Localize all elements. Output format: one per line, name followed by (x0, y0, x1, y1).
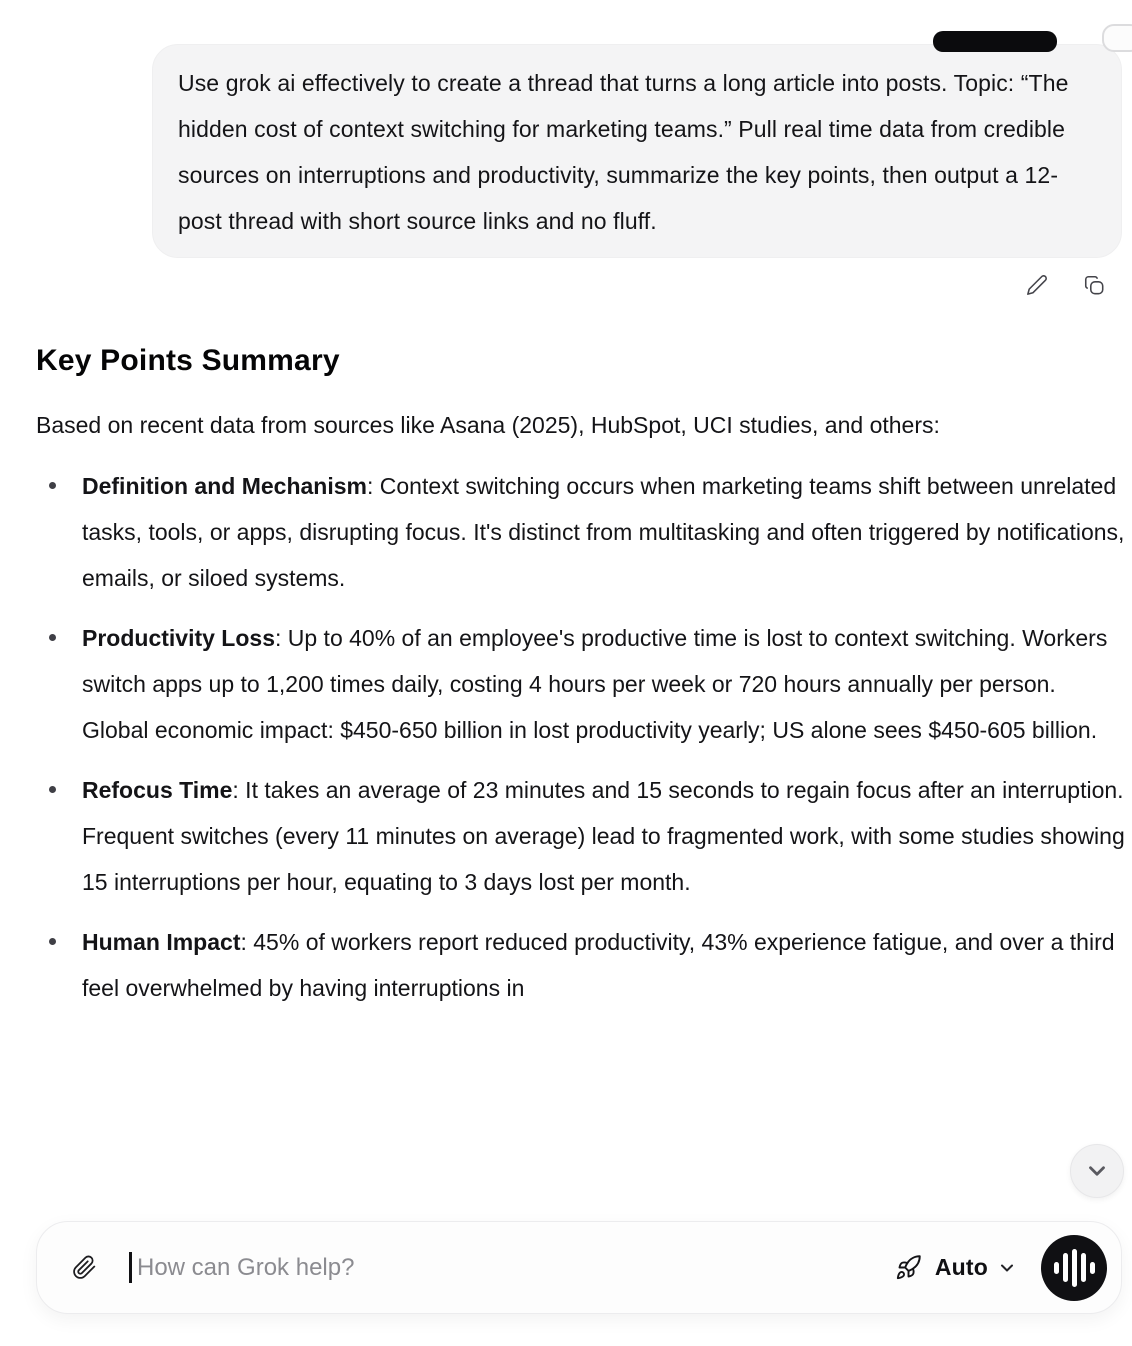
list-item (36, 767, 1126, 905)
bullet-text: : Up to 40% of an employee's productive time is lost to context switching. Workers switch apps up to 1,200 times daily, costing 4 hours per week or 720 hours annually per person. Global economic impact: $450-650 billion in lost productivity yearly; US alone sees $450-605 billion. (82, 625, 1108, 743)
list-item (36, 615, 1126, 753)
bullet-text: : Context switching occurs when marketing teams shift between unrelated tasks, tools, or apps, disrupting focus. It's distinct from multitasking and often triggered by notifications, emails, or siloed systems. (82, 473, 1125, 591)
chevron-down-icon (1084, 1158, 1110, 1184)
copy-message-button[interactable] (1082, 273, 1106, 297)
list-item (36, 919, 1126, 1011)
waveform-icon (1054, 1262, 1059, 1274)
bullet-label: Definition and Mechanism (82, 473, 367, 499)
top-cutoff-black-pill (933, 31, 1057, 52)
bullet-text: : 45% of workers report reduced productivity, 43% experience fatigue, and over a third feel overwhelmed by having interruptions in (82, 929, 1115, 1001)
bullet-text: : It takes an average of 23 minutes and 15 seconds to regain focus after an interruption. Frequent switches (every 11 minutes on average) lead to fragmented work, with some studies showing 15 interruptions per hour, equating to 3 days lost per month. (82, 777, 1125, 895)
pencil-icon (1026, 274, 1048, 296)
paperclip-icon (72, 1255, 97, 1280)
rocket-icon (895, 1254, 922, 1281)
attach-file-button[interactable] (69, 1253, 99, 1283)
mode-label: Auto (934, 1254, 988, 1280)
summary-intro: Based on recent data from sources like Asana (2025), HubSpot, UCI studies, and others: (36, 412, 940, 438)
bullet-label: Productivity Loss (82, 625, 275, 651)
bullet-label: Refocus Time (82, 777, 233, 803)
user-message-text: Use grok ai effectively to create a thread that turns a long article into posts. Topic: “The hidden cost of context switching for marketing teams.” Pull real time data from credible sources on interruptions and productivity, summarize the key points, then output a 12-post thread with short source links and no fluff. (178, 70, 1069, 234)
chevron-down-icon (997, 1258, 1017, 1278)
chat-input[interactable]: How can Grok help? (137, 1253, 355, 1281)
composer-bar (36, 1221, 1122, 1314)
copy-icon (1083, 274, 1105, 296)
user-message-bubble (152, 44, 1122, 258)
model-mode-selector[interactable] (895, 1254, 1017, 1281)
key-points-list (36, 463, 1126, 1011)
message-actions (0, 273, 1106, 297)
text-caret (129, 1252, 132, 1283)
voice-mode-button[interactable] (1041, 1235, 1107, 1301)
bullet-label: Human Impact (82, 929, 241, 955)
edit-message-button[interactable] (1025, 273, 1049, 297)
page-title: Key Points Summary (36, 344, 340, 377)
top-right-cutoff-element (1102, 24, 1132, 52)
scroll-to-bottom-button[interactable] (1070, 1144, 1124, 1198)
list-item (36, 463, 1126, 601)
